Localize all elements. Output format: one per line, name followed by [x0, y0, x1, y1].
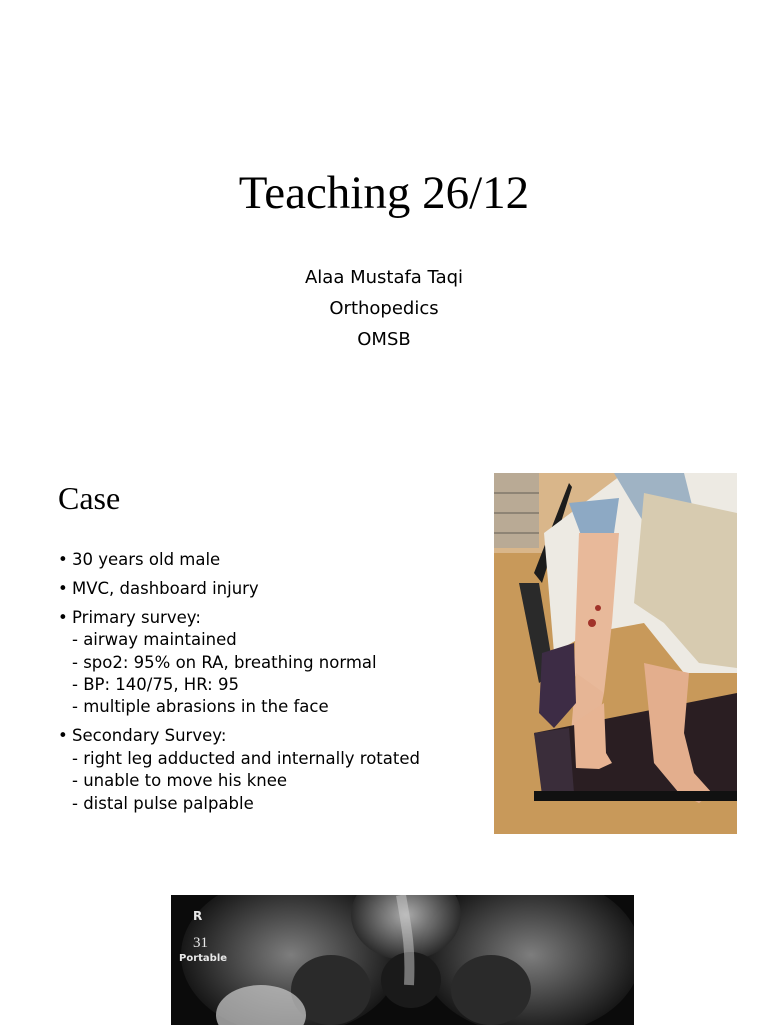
- pelvis-xray-image: [171, 895, 634, 1025]
- sub-item: - right leg adducted and internally rotated: [72, 748, 420, 768]
- sub-item: - airway maintained: [72, 630, 237, 650]
- sub-item: - spo2: 95% on RA, breathing normal: [72, 652, 377, 672]
- institution: OMSB: [357, 329, 411, 350]
- sub-item: - BP: 140/75, HR: 95: [72, 675, 239, 695]
- patient-leg-photo: [494, 473, 737, 834]
- department: Orthopedics: [329, 298, 439, 319]
- bullet-text: 30 years old male: [72, 550, 221, 569]
- xray-mode-label: Portable: [179, 953, 228, 964]
- bullet-item: • 30 years old male: [58, 549, 458, 571]
- title-slide: [0, 0, 768, 440]
- bullet-text: Primary survey:: [72, 607, 201, 627]
- bullet-text: Secondary Survey:: [72, 726, 227, 746]
- sub-item: - multiple abrasions in the face: [72, 697, 329, 717]
- case-bullet-list: [58, 549, 458, 821]
- slide-title: Teaching 26/12: [238, 167, 530, 219]
- xray-slide: [0, 860, 768, 1024]
- xray-side-marker: R: [193, 909, 203, 923]
- xray-number-label: 31: [193, 935, 208, 951]
- case-slide: [0, 440, 768, 860]
- slide-subtitle: [0, 262, 768, 355]
- author-name: Alaa Mustafa Taqi: [304, 267, 464, 288]
- case-title: Case: [58, 480, 121, 516]
- sub-item: - unable to move his knee: [72, 771, 288, 791]
- bullet-item: • Secondary Survey: - right leg adducted and internally rotated - unable to move his knee - distal pulse palpable: [58, 725, 458, 815]
- bullet-item: • Primary survey: - airway maintained - spo2: 95% on RA, breathing normal - BP: 140/75, HR: 95 - multiple abrasions in the face: [58, 607, 458, 719]
- bullet-item: • MVC, dashboard injury: [58, 578, 458, 600]
- bullet-text: MVC, dashboard injury: [72, 578, 259, 598]
- sub-item: - distal pulse palpable: [72, 793, 254, 813]
